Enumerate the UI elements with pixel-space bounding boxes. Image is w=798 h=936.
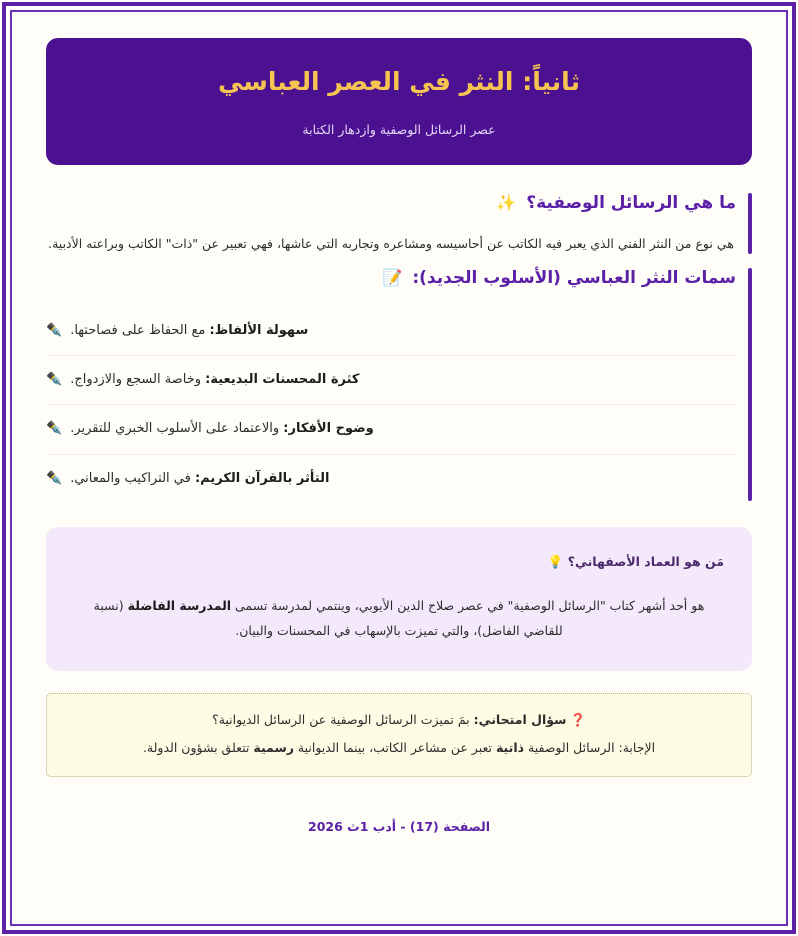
answer-emphasis-2: رسمية — [253, 740, 294, 756]
exam-question-text: بمَ تميزت الرسائل الوصفية عن الرسائل الديوانية؟ — [212, 712, 474, 728]
answer-part2: تعبر عن مشاعر الكاتب، بينما الديوانية — [293, 740, 496, 756]
sparkles-icon: ✨ — [496, 192, 517, 212]
section-features — [46, 266, 752, 503]
feature-detail: والاعتماد على الأسلوب الخبري للتقرير. — [70, 421, 280, 437]
info-box-title — [74, 553, 724, 572]
pen-nib-icon: ✒️ — [46, 470, 63, 486]
features-heading-text: سمات النثر العباسي (الأسلوب الجديد): — [412, 267, 736, 288]
feature-text — [70, 468, 329, 490]
list-item — [46, 455, 736, 503]
exam-question-label: سؤال امتحاني: — [473, 712, 567, 728]
info-title-text: مَن هو العماد الأصفهاني؟ — [567, 553, 724, 569]
page-subtitle: عصر الرسائل الوصفية وازدهار الكتابة — [302, 122, 496, 137]
section-accent-bar — [748, 193, 752, 254]
section-accent-bar — [748, 268, 752, 501]
page-inner-border — [10, 10, 788, 926]
memo-icon: 📝 — [382, 267, 403, 287]
page-title: ثانياً: النثر في العصر العباسي — [218, 67, 580, 96]
list-item — [46, 356, 736, 405]
pen-nib-icon: ✒️ — [46, 323, 63, 339]
info-body-part1: هو أحد أشهر كتاب "الرسائل الوصفية" في عصر صلاح الدين الأيوبي، وينتمي لمدرسة تسمى — [231, 598, 705, 614]
definition-heading-text: ما هي الرسائل الوصفية؟ — [526, 192, 736, 213]
section-features-heading — [46, 266, 736, 292]
lightbulb-icon: 💡 — [547, 553, 564, 569]
info-box — [46, 527, 752, 672]
feature-term: وضوح الأفكار: — [283, 421, 374, 437]
page-banner — [46, 38, 752, 165]
feature-detail: وخاصة السجع والازدواج. — [70, 372, 201, 388]
info-box-body — [74, 593, 724, 643]
info-body-part2: (نسبة للقاضي الفاضل)، والتي تميزت بالإسهاب في المحسنات والبيان. — [93, 598, 563, 639]
feature-term: كثرة المحسنات البديعية: — [205, 372, 360, 388]
list-item — [46, 405, 736, 454]
list-item — [46, 307, 736, 356]
features-list — [46, 307, 736, 502]
exam-answer-line — [65, 736, 733, 760]
feature-text — [70, 320, 308, 342]
exam-question-line — [65, 708, 733, 732]
feature-term: سهولة الألفاظ: — [209, 323, 309, 339]
section-definition-heading — [46, 191, 736, 217]
info-body-emphasis: المدرسة الفاضلة — [127, 598, 232, 614]
feature-detail: في التراكيب والمعاني. — [70, 470, 191, 486]
pen-nib-icon: ✒️ — [46, 421, 63, 437]
feature-detail: مع الحفاظ على فصاحتها. — [70, 323, 206, 339]
feature-term: التأثر بالقرآن الكريم: — [194, 470, 330, 486]
section-definition — [46, 191, 752, 256]
answer-part3: تتعلق بشؤون الدولة. — [142, 740, 254, 756]
feature-text — [70, 369, 359, 391]
answer-part1: الإجابة: الرسائل الوصفية — [524, 740, 656, 756]
definition-paragraph: هي نوع من النثر الفني الذي يعبر فيه الكاتب عن أحاسيسه ومشاعره وتجاربه التي عاشها، فهي تعبير عن "ذات" الكاتب وبراعته الأدبية. — [48, 236, 734, 251]
feature-text — [70, 418, 374, 440]
pen-nib-icon: ✒️ — [46, 372, 63, 388]
exam-question-box — [46, 693, 752, 777]
page-footer: الصفحة (17) - أدب 1ث 2026 — [308, 818, 490, 834]
answer-emphasis-1: ذاتية — [495, 740, 525, 756]
question-mark-icon: ❓ — [570, 712, 586, 728]
page-content — [12, 12, 786, 924]
page-outer-border — [2, 2, 796, 934]
